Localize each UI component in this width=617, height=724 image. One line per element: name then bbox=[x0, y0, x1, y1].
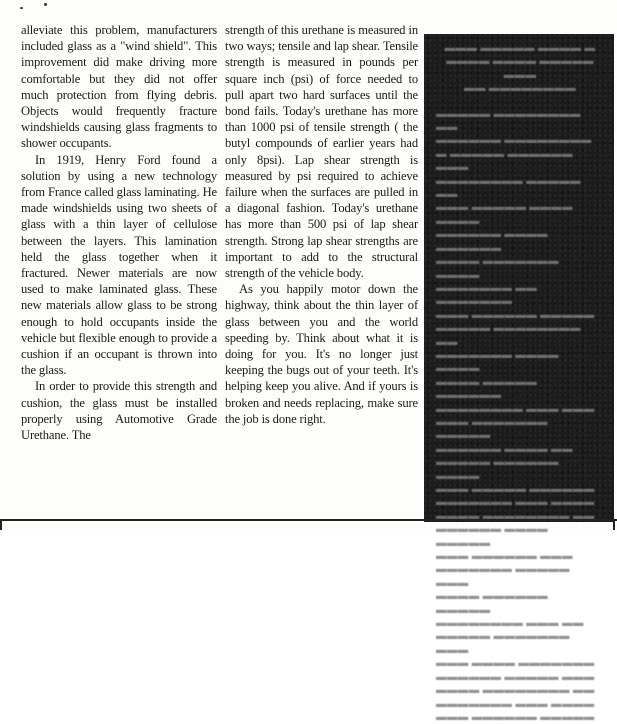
article-column-2 bbox=[225, 22, 418, 427]
illegible-sidebar-text: ▬▬▬ ▬▬▬▬▬ ▬▬▬▬ ▬ ▬▬▬▬ ▬▬▬▬ ▬▬▬▬▬ ▬▬▬ ▬▬ ▬▬▬▬▬▬▬▬ ▬▬▬▬▬ ▬▬▬▬▬▬▬▬ ▬▬ ▬▬▬▬▬▬ ▬▬▬▬▬▬▬▬ ▬ ▬▬▬▬▬ ▬▬▬▬▬▬ ▬▬▬ ▬▬▬▬▬▬▬▬ ▬▬▬▬▬ ▬▬ ▬▬▬ ▬▬▬▬▬ ▬▬▬▬ ▬▬▬▬ ▬▬▬▬▬▬ ▬▬▬▬ ▬▬▬▬▬▬ ▬▬▬▬ ▬▬▬▬▬▬▬ ▬▬▬▬ ▬▬▬▬▬▬▬ ▬▬ ▬▬▬▬▬▬▬ ▬▬▬ ▬▬▬▬▬▬ ▬▬▬▬▬ ▬▬▬▬▬ ▬▬▬▬▬▬▬▬ ▬▬ ▬▬▬▬▬▬▬ ▬▬▬▬ ▬▬▬▬ ▬▬▬▬ ▬▬▬▬▬ ▬▬▬▬▬▬ ▬▬▬▬▬▬▬▬ ▬▬▬ ▬▬▬ ▬▬▬ ▬▬▬▬▬▬▬ ▬▬▬▬▬ ▬▬▬▬▬▬ ▬▬▬▬ ▬▬ ▬▬▬▬▬ ▬▬▬▬▬▬ ▬▬▬▬ ▬▬▬ ▬▬▬▬▬ ▬▬▬▬▬▬ ▬▬▬▬▬▬▬ ▬▬▬ ▬▬▬▬ ▬▬▬▬ ▬▬▬▬▬▬▬▬ ▬▬ ▬▬▬▬▬▬ ▬▬▬▬ ▬▬▬▬▬ ▬▬▬ ▬▬▬▬▬▬ ▬▬▬ ▬▬▬▬▬▬▬ ▬▬▬▬▬ ▬▬▬ ▬▬▬▬ ▬▬▬▬▬▬ ▬▬▬▬▬ ▬▬▬▬▬▬▬▬ ▬▬▬ ▬▬ ▬▬▬▬▬ ▬▬▬▬▬▬▬ ▬▬▬ ▬▬▬ ▬▬▬▬ ▬▬▬▬▬▬▬ ▬▬▬▬▬▬ ▬▬▬▬▬ ▬▬▬ ▬▬▬▬ ▬▬▬▬▬▬▬▬ ▬▬ ▬▬▬▬▬▬▬ ▬▬▬ ▬▬▬▬ ▬▬▬ ▬▬▬▬▬▬ ▬▬▬▬▬ bbox=[436, 43, 596, 723]
article-paragraph: As you happily motor down the highway, think about the thin layer of glass between you and the world speeding by. Think about what it is doing for you. It's no longer just keeping the bugs out of your teeth. It's helping keep you alive. And if yours is broken and needs replacing, make sure the job is done right. bbox=[225, 282, 418, 426]
dark-sidebar-panel bbox=[424, 34, 614, 723]
bottom-border-left bbox=[0, 519, 2, 530]
print-speck bbox=[44, 3, 47, 6]
article-paragraph: alleviate this problem, manufacturers included glass as a "wind shield". This improvement did make driving more comfortable but they did not offer much protection from flying debris. Objects would frequently fracture windshields causing glass fragments to shower occupants. bbox=[21, 23, 217, 151]
print-speck bbox=[20, 7, 23, 9]
article-paragraph: In 1919, Henry Ford found a solution by using a new technology from France called glass laminating. He made windshields using two sheets of glass with a thin layer of cellulose between the layers. This lamination held the glass together when it fractured. Newer materials are now used to make laminated glass. These new materials allow glass to be strong enough to hold occupants inside the vehicle but flexible enough to provide a cushion if an occupant is thrown into the glass. bbox=[21, 152, 217, 378]
bottom-border-right bbox=[613, 519, 615, 530]
article-column-1 bbox=[21, 22, 217, 443]
article-paragraph: In order to provide this strength and cushion, the glass must be installed properly using Automotive Grade Urethane. The bbox=[21, 379, 217, 443]
bottom-border-rule bbox=[0, 519, 617, 521]
article-paragraph: strength of this urethane is measured in two ways; tensile and lap shear. Tensile strength is measured in pounds per square inch (psi) of force needed to pull apart two hard surfaces until the bond fails. Today's urethane has more than 1000 psi of tensile strength ( the butyl compounds of earlier years had only 8psi). Lap shear strength is measured by psi required to achieve failure when the surfaces are pulled in a diagonal fashion. Today's urethane has more than 500 psi of lap shear strength. Strong lap shear strengths are important to add to the structural strength of the vehicle body. bbox=[225, 23, 418, 281]
